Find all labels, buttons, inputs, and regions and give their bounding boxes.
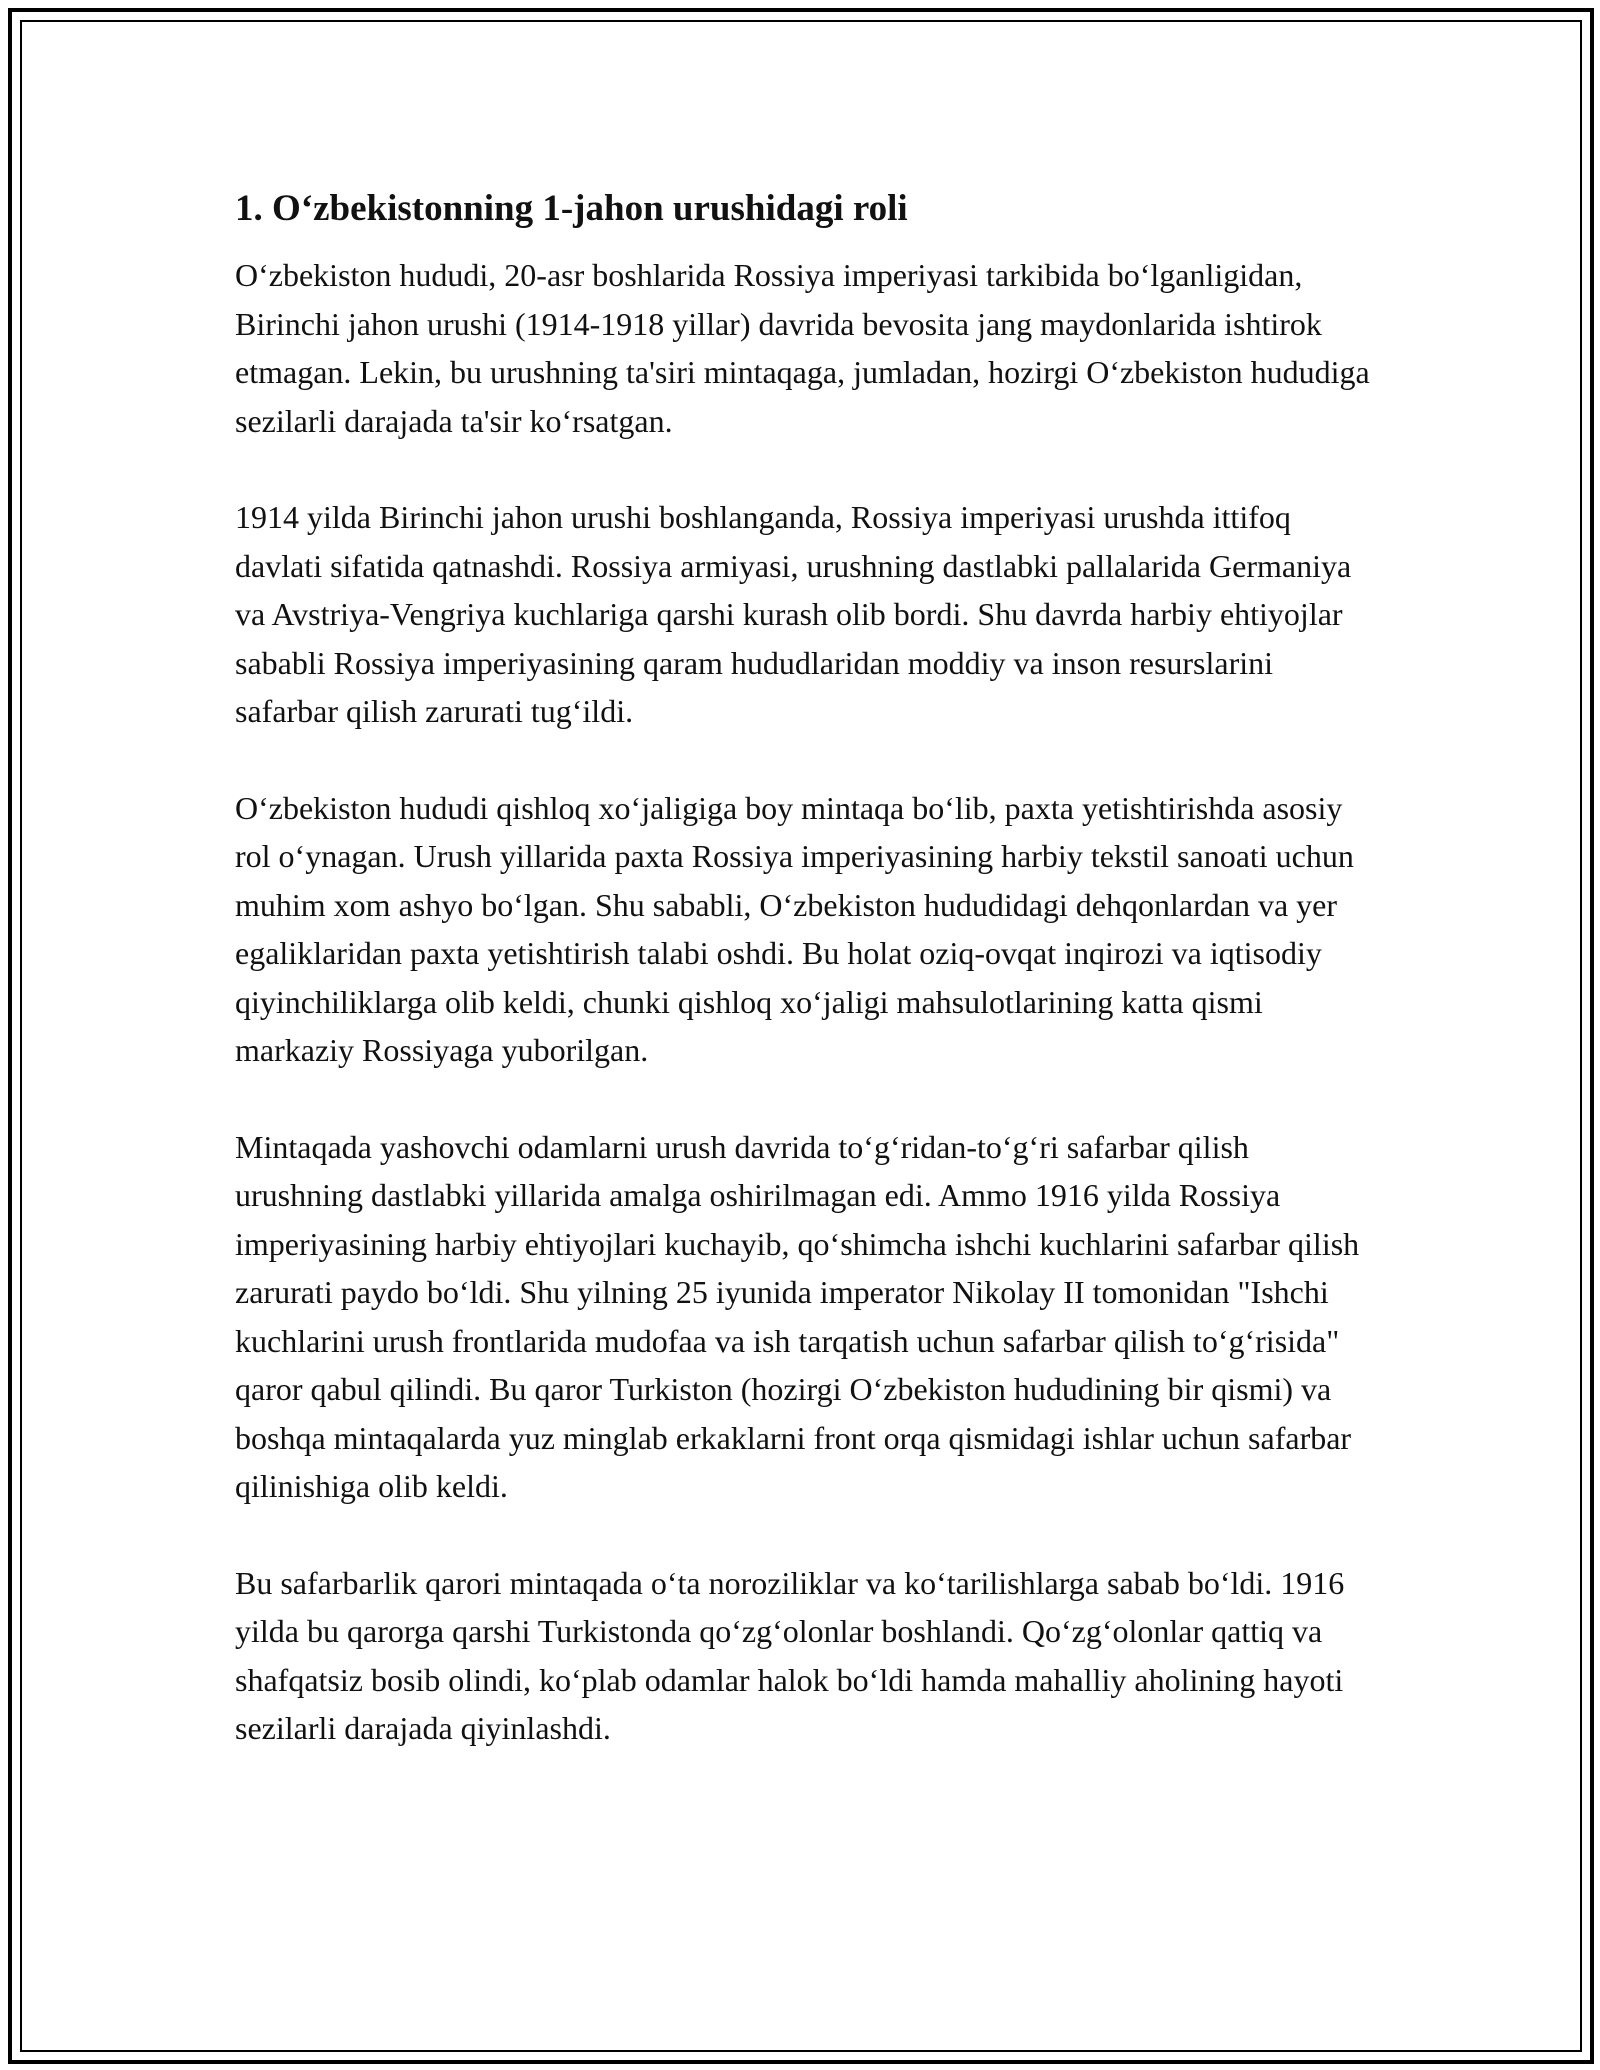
paragraph-4: Mintaqada yashovchi odamlarni urush davrida to‘g‘ridan-to‘g‘ri safarbar qilish urushning dastlabki yillarida amalga oshirilmagan edi. Ammo 1916 yilda Rossiya imperiyasining harbiy ehtiyojlari kuchayib, qo‘shimcha ishchi kuchlarini safarbar qilish zarurati paydo bo‘ldi. Shu yilning 25 iyunida imperator Nikolay II tomonidan "Ishchi kuchlarini urush frontlarida mudofaa va ish tarqatish uchun safarbar qilish to‘g‘risida" qaror qabul qilindi. Bu qaror Turkiston (hozirgi O‘zbekiston hududining bir qismi) va boshqa mintaqalarda yuz minglab erkaklarni front orqa qismidagi ishlar uchun safarbar qilinishiga olib keldi. [235, 1128, 1360, 1504]
document-title: 1. O‘zbekistonning 1-jahon urushidagi roli [235, 188, 908, 229]
document-body [235, 185, 1375, 1801]
paragraph-2: 1914 yilda Birinchi jahon urushi boshlanganda, Rossiya imperiyasi urushda ittifoq davlati sifatida qatnashdi. Rossiya armiyasi, urushning dastlabki pallalarida Germaniya va Avstriya-Vengriya kuchlariga qarshi kurash olib bordi. Shu davrda harbiy ehtiyojlar sababli Rossiya imperiyasining qaram hududlaridan moddiy va inson resurslarini safarbar qilish zarurati tug‘ildi. [235, 499, 1352, 729]
paragraph-1: O‘zbekiston hududi, 20-asr boshlarida Rossiya imperiyasi tarkibida bo‘lganligidan, Birinchi jahon urushi (1914-1918 yillar) davrida bevosita jang maydonlarida ishtirok etmagan. Lekin, bu urushning ta'siri mintaqaga, jumladan, hozirgi O‘zbekiston hududiga sezilarli darajada ta'sir ko‘rsatgan. [235, 257, 1370, 439]
paragraph-3: O‘zbekiston hududi qishloq xo‘jaligiga boy mintaqa bo‘lib, paxta yetishtirishda asosiy rol o‘ynagan. Urush yillarida paxta Rossiya imperiyasining harbiy tekstil sanoati uchun muhim xom ashyo bo‘lgan. Shu sababli, O‘zbekiston hududidagi dehqonlardan va yer egaliklaridan paxta yetishtirish talabi oshdi. Bu holat oziq-ovqat inqirozi va iqtisodiy qiyinchiliklarga olib keldi, chunki qishloq xo‘jaligi mahsulotlarining katta qismi markaziy Rossiyaga yuborilgan. [235, 789, 1354, 1068]
paragraph-5: Bu safarbarlik qarori mintaqada o‘ta noroziliklar va ko‘tarilishlarga sabab bo‘ldi. 1916 yilda bu qarorga qarshi Turkistonda qo‘zg‘olonlar boshlandi. Qo‘zg‘olonlar qattiq va shafqatsiz bosib olindi, ko‘plab odamlar halok bo‘ldi hamda mahalliy aholining hayoti sezilarli darajada qiyinlashdi. [235, 1564, 1345, 1746]
